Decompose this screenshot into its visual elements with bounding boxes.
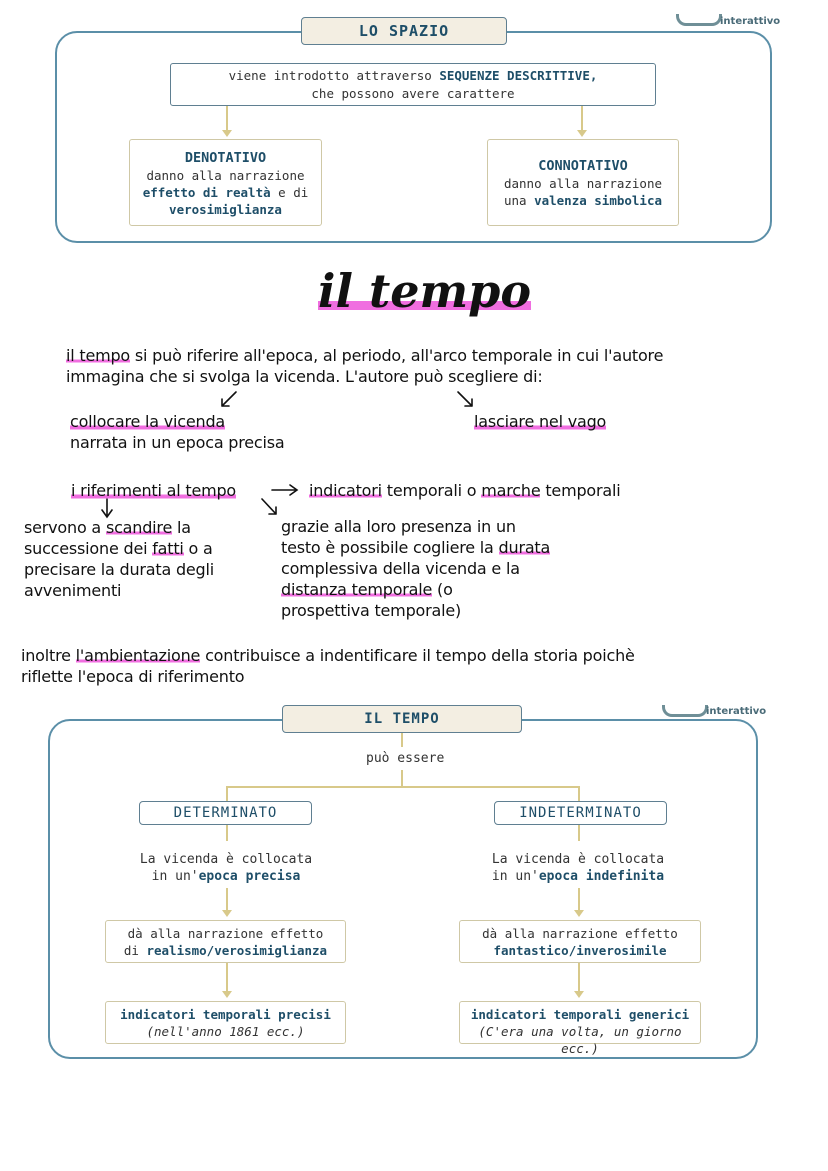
arrow-right-icon (458, 392, 472, 406)
connotativo-line2: una valenza simbolica (503, 193, 663, 208)
space-intro-line2: che possono avere carattere (311, 86, 515, 101)
time-title: IL TEMPO (282, 705, 522, 733)
connector (578, 963, 580, 991)
connector (401, 733, 403, 747)
indeterminato-example: (C'era una volta, un giorno ecc.) (478, 1024, 682, 1056)
arrow-down-icon (574, 910, 584, 917)
indicatori-label: indicatori temporali o marche temporali (309, 481, 621, 500)
determinato-effect2: di realismo/verosimiglianza (123, 943, 328, 958)
determinato-effect1: dà alla narrazione effetto (127, 926, 324, 941)
space-intro-line1: viene introdotto attraverso SEQUENZE DESCRITTIVE, (228, 68, 598, 83)
arrow-diag-icon (262, 499, 276, 514)
connector (578, 786, 580, 802)
indeterminato-desc2: in un'epoca indefinita (491, 869, 665, 884)
ambientazione-line1: inoltre l'ambientazione contribuisce a indentificare il tempo della storia poichè (21, 646, 635, 665)
connector (226, 963, 228, 991)
indeterminato-indicators: indicatori temporali generici (470, 1007, 690, 1022)
option-left-line2: narrata in un epoca precisa (70, 433, 285, 452)
connector (578, 825, 580, 841)
option-left (70, 411, 285, 453)
determinato-effect-box (105, 920, 346, 963)
arrow-right-long-icon (272, 485, 297, 495)
interactive-badge[interactable]: interattivo (720, 16, 781, 27)
determinato-indicators: indicatori temporali precisi (120, 1007, 331, 1022)
determinato-desc1: La vicenda è collocata (139, 852, 313, 867)
connector (578, 888, 580, 910)
arrow-down-icon (574, 991, 584, 998)
indeterminato-title: INDETERMINATO (494, 801, 667, 825)
indeterminato-effect-box (459, 920, 701, 963)
interactive-badge[interactable]: interattivo (706, 706, 767, 717)
determinato-example: (nell'anno 1861 ecc.) (146, 1024, 305, 1039)
determinato-desc2: in un'epoca precisa (151, 869, 301, 884)
interactive-badge-icon (662, 705, 708, 717)
notes-left-block (24, 517, 214, 601)
indeterminato-desc1: La vicenda è collocata (491, 852, 665, 867)
connector (226, 786, 228, 802)
indeterminato-effect1: dà alla narrazione effetto (482, 926, 678, 941)
notes-left-line4: avvenimenti (24, 581, 122, 600)
connotativo-line1: danno alla narrazione (503, 176, 663, 191)
arrow-down-icon (222, 910, 232, 917)
notes-right-line4: distanza temporale (o (281, 580, 453, 599)
indeterminato-desc (470, 851, 686, 885)
connotativo-title: CONNOTATIVO (538, 158, 628, 174)
notes-left-line3: precisare la durata degli (24, 560, 214, 579)
notes-right-line1: grazie alla loro presenza in un (281, 517, 516, 536)
connector (226, 786, 580, 788)
arrow-left-icon (222, 392, 236, 406)
denotativo-line3: verosimiglianza (169, 202, 282, 217)
determinato-title: DETERMINATO (139, 801, 312, 825)
notes-right-line3: complessiva della vicenda e la (281, 559, 520, 578)
connector (226, 888, 228, 910)
option-right: lasciare nel vago (474, 412, 607, 431)
indeterminato-effect2: fantastico/inverosimile (493, 943, 667, 958)
riferimenti-label: i riferimenti al tempo (71, 481, 237, 500)
can-be-label: può essere (366, 751, 445, 766)
notes-intro-line1: il tempo si può riferire all'epoca, al periodo, all'arco temporale in cui l'autore (66, 346, 664, 365)
notes-right-line5: prospettiva temporale) (281, 601, 462, 620)
connector (401, 770, 403, 786)
connector (226, 825, 228, 841)
arrow-down-icon (222, 991, 232, 998)
denotativo-line1: danno alla narrazione (146, 168, 305, 183)
determinato-indicators-box (105, 1001, 346, 1044)
notes-right-block (281, 516, 550, 621)
notes-right-line2: testo è possibile cogliere la durata (281, 538, 551, 557)
indeterminato-indicators-box (459, 1001, 701, 1056)
notes-heading: il tempo (318, 264, 531, 318)
denotativo-line2: effetto di realtà e di (142, 185, 309, 200)
arrow-down-small-icon (102, 499, 112, 517)
notes-left-line1: servono a scandire la (24, 518, 191, 537)
determinato-desc (118, 851, 334, 885)
option-left-line1: collocare la vicenda (70, 412, 226, 431)
denotativo-title: DENOTATIVO (184, 150, 267, 166)
space-title: LO SPAZIO (301, 17, 507, 45)
notes-left-line2: successione dei fatti o a (24, 539, 213, 558)
notes-intro-line2: immagina che si svolga la vicenda. L'autore può scegliere di: (66, 367, 543, 386)
ambientazione-line2: riflette l'epoca di riferimento (21, 667, 245, 686)
